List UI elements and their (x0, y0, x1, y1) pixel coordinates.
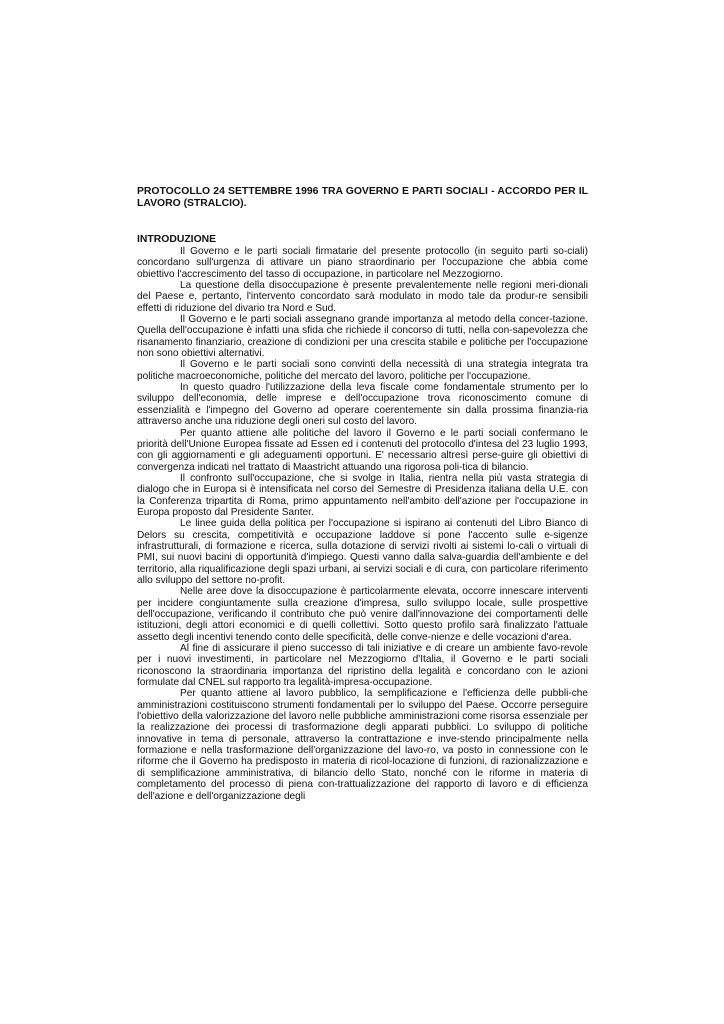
paragraph: Al fine di assicurare il pieno successo di tali iniziative e di creare un ambiente favo-revole per i nuovi investimenti, in particolare nel Mezzogiorno d'Italia, il Governo e le parti sociali riconoscono la straordinaria importanza del ripristino della legalità e concordano con le azioni formulate dal CNEL sul rapporto tra legalità-impresa-occupazione. (137, 643, 588, 689)
paragraph: Il Governo e le parti sociali sono convinti della necessità di una strategia integrata tra politiche macroeconomiche, politiche del mercato del lavoro, politiche per l'occupazione. (137, 359, 588, 382)
paragraph: Le linee guida della politica per l'occupazione si ispirano ai contenuti del Libro Bianco di Delors su crescita, competitività e occupazione laddove si pone l'accento sulle e-sigenze infrastrutturali, di formazione e ricerca, sulla dotazione di servizi rivolti ai sistemi lo-cali o virtuali di PMI, sui nuovi bacini di opportunità d'impiego. Questi vanno dalla salva-guardia dell'ambiente e del territorio, alla riqualificazione degli spazi urbani, ai servizi sociali e di cura, con particolare riferimento allo sviluppo del settore no-profit. (137, 518, 588, 586)
section-heading: INTRODUZIONE (137, 234, 217, 245)
paragraph: La questione della disoccupazione è presente prevalentemente nelle regioni meri-dionali del Paese e, pertanto, l'intervento concordato sarà modulato in modo tale da produr-re sensibili effetti di riduzione del divario tra Nord e Sud. (137, 280, 588, 314)
paragraph: Il Governo e le parti sociali firmatarie del presente protocollo (in seguito parti so-ciali) concordano sull'urgenza di attivare un piano straordinario per l'occupazione che abbia come obiettivo l'accrescimento del tasso di occupazione, in particolare nel Mezzogiorno. (137, 246, 588, 280)
paragraph: Per quanto attiene al lavoro pubblico, la semplificazione e l'efficienza delle pubbli-che amministrazioni costituiscono strumenti fondamentali per lo sviluppo del Paese. Occorre perseguire l'obiettivo della valorizzazione del lavoro nelle pubbliche amministrazioni come risorsa essenziale per la realizzazione dei processi di trasformazione degli apparati pubblici. Lo sviluppo di politiche innovative in tema di personale, attraverso la contrattazione e inve-stendo principalmente nella formazione e nella trasformazione dell'organizzazione del lavo-ro, va posto in connessione con le riforme che il Governo ha predisposto in materia di ricol-locazione di funzioni, di razionalizzazione e di semplificazione amministrativa, di bilancio dello Stato, nonché con le riforme in materia di completamento del processo di piena con-trattualizzazione del rapporto di lavoro e di efficienza dell'azione e dell'organizzazione degli (137, 688, 588, 802)
paragraph: Per quanto attiene alle politiche del lavoro il Governo e le parti sociali confermano le priorità dell'Unione Europea fissate ad Essen ed i contenuti del protocollo d'intesa del 23 luglio 1993, con gli aggiornamenti e gli adeguamenti opportuni. E' necessario altresì perse-guire gli obiettivi di convergenza indicati nel trattato di Maastricht attuando una rigorosa poli-tica di bilancio. (137, 427, 588, 473)
paragraph: Il Governo e le parti sociali assegnano grande importanza al metodo della concer-tazione. Quella dell'occupazione è infatti una sfida che richiede il concorso di tutti, nella con-sapevolezza che risanamento finanziario, creazione di condizioni per una crescita stabile e politiche per l'occupazione non sono obiettivi alternativi. (137, 314, 588, 360)
paragraph: Il confronto sull'occupazione, che si svolge in Italia, rientra nella più vasta strategia di dialogo che in Europa si è intensificata nel corso del Semestre di Presidenza italiana della U.E. con la Conferenza tripartita di Roma, primo appuntamento nell'ambito dell'azione per l'occupazione in Europa proposto dal Presidente Santer. (137, 472, 588, 518)
paragraph: In questo quadro l'utilizzazione della leva fiscale come fondamentale strumento per lo sviluppo dell'economia, delle imprese e dell'occupazione trova riconoscimento comune di essenzialità e l'impegno del Governo ad operare coerentemente sin dalla prossima finanzia-ria attraverso anche una riduzione degli oneri sul costo del lavoro. (137, 382, 588, 428)
document-title: PROTOCOLLO 24 SETTEMBRE 1996 TRA GOVERNO E PARTI SOCIALI - ACCORDO PER IL LAVORO (STRALCIO). (137, 186, 588, 209)
paragraph: Nelle aree dove la disoccupazione è particolarmente elevata, occorre innescare interventi per incidere congiuntamente sulla creazione d'impresa, sullo sviluppo locale, sulle prospettive dell'occupazione, verificando il contributo che può venire dall'innovazione dei comportamenti delle istituzioni, degli attori economici e di quelli collettivi. Sotto questo profilo sarà finalizzato l'attuale assetto degli incentivi tenendo conto delle specificità, delle conve-nienze e delle vocazioni d'area. (137, 586, 588, 643)
document-page (137, 186, 588, 802)
body-text (137, 246, 588, 802)
